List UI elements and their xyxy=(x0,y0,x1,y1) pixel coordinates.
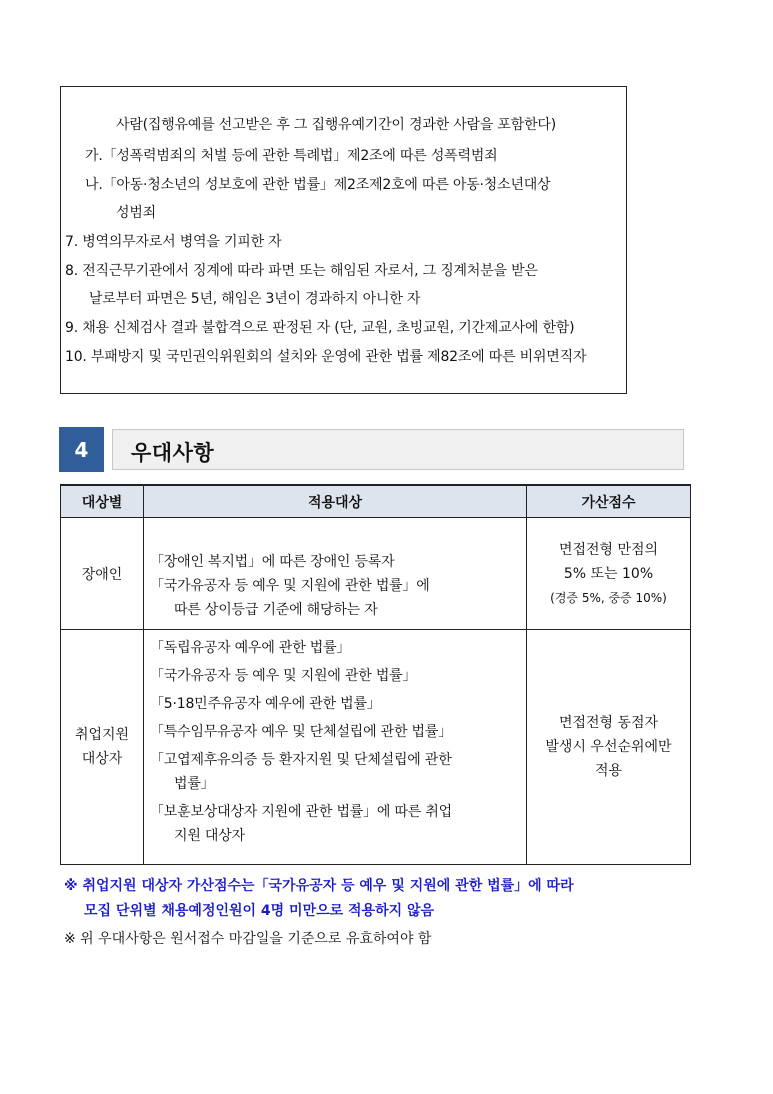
criteria-line: 성범죄 xyxy=(116,205,156,221)
applies-line: 지원 대상자 xyxy=(174,828,245,844)
points-line: 5% 또는 10% xyxy=(563,565,654,582)
criteria-line: 8. 전직근무기관에서 징계에 따라 파면 또는 해임된 자로서, 그 징계처분을 받은 xyxy=(65,263,538,279)
note-bonus-rule: ※ 취업지원 대상자 가산점수는「국가유공자 등 예우 및 지원에 관한 법률」에 따라 xyxy=(64,878,574,894)
row-points xyxy=(527,630,691,865)
header-applies: 적용대상 xyxy=(144,485,527,518)
criteria-line: 나.「아동·청소년의 성보호에 관한 법률」제2조제2호에 따른 아동·청소년대상 xyxy=(85,177,551,193)
criteria-line: 7. 병역의무자로서 병역을 기피한 자 xyxy=(65,234,282,250)
points-line: 발생시 우선순위에만 xyxy=(545,739,672,755)
criteria-line: 9. 채용 신체검사 결과 불합격으로 판정된 자 (단, 교원, 초빙교원, 기간제교사에 한함) xyxy=(65,320,575,336)
row-applies xyxy=(144,630,527,865)
applies-line: 「특수임무유공자 예우 및 단체설립에 관한 법률」 xyxy=(150,724,453,740)
applies-line: 「독립유공자 예우에 관한 법률」 xyxy=(150,640,351,656)
applies-line: 「보훈보상대상자 지원에 관한 법률」에 따른 취업 xyxy=(150,804,453,820)
criteria-line: 날로부터 파면은 5년, 해임은 3년이 경과하지 아니한 자 xyxy=(89,291,421,307)
applies-line: 「국가유공자 등 예우 및 지원에 관한 법률」에 xyxy=(150,578,430,594)
applies-line: 「장애인 복지법」에 따른 장애인 등록자 xyxy=(150,554,395,570)
header-points: 가산점수 xyxy=(527,485,691,518)
applies-line: 따른 상이등급 기준에 해당하는 자 xyxy=(174,602,378,618)
criteria-box xyxy=(60,86,627,394)
target-line: 취업지원 xyxy=(74,727,130,743)
section-header xyxy=(59,427,686,472)
applies-line: 「고엽제후유의증 등 환자지원 및 단체설립에 관한 xyxy=(150,752,452,768)
section-title: 우대사항 xyxy=(131,441,215,465)
row-target xyxy=(61,630,144,865)
applies-line: 「국가유공자 등 예우 및 지원에 관한 법률」 xyxy=(150,668,417,684)
row-target: 장애인 xyxy=(61,518,144,630)
row-applies xyxy=(144,518,527,630)
note-validity: ※ 위 우대사항은 원서접수 마감일을 기준으로 유효하여야 함 xyxy=(64,931,432,947)
note-bonus-rule-cont: 모집 단위별 채용예정인원이 4명 미만으로 적용하지 않음 xyxy=(84,903,435,919)
header-target: 대상별 xyxy=(61,485,144,518)
table-header-row xyxy=(61,485,691,518)
row-points xyxy=(527,518,691,630)
applies-line: 법률」 xyxy=(174,776,215,792)
section-number: 4 xyxy=(59,427,104,472)
points-line: 적용 xyxy=(594,763,623,779)
table-row xyxy=(61,518,691,630)
points-line: 면접전형 만점의 xyxy=(558,541,659,558)
target-line: 대상자 xyxy=(81,751,123,767)
section-title-box xyxy=(112,429,684,470)
applies-line: 「5·18민주유공자 예우에 관한 법률」 xyxy=(150,696,381,712)
criteria-line: 사람(집행유예를 선고받은 후 그 집행유예기간이 경과한 사람을 포함한다) xyxy=(116,117,556,133)
criteria-line: 10. 부패방지 및 국민권익위원회의 설치와 운영에 관한 법률 제82조에 따른 비위면직자 xyxy=(65,349,587,365)
preference-table xyxy=(60,484,691,865)
criteria-line: 가.「성폭력범죄의 처벌 등에 관한 특례법」제2조에 따른 성폭력범죄 xyxy=(85,148,498,164)
points-note: (경증 5%, 중증 10%) xyxy=(550,590,667,605)
table-row xyxy=(61,630,691,865)
points-line: 면접전형 동점자 xyxy=(558,715,659,731)
